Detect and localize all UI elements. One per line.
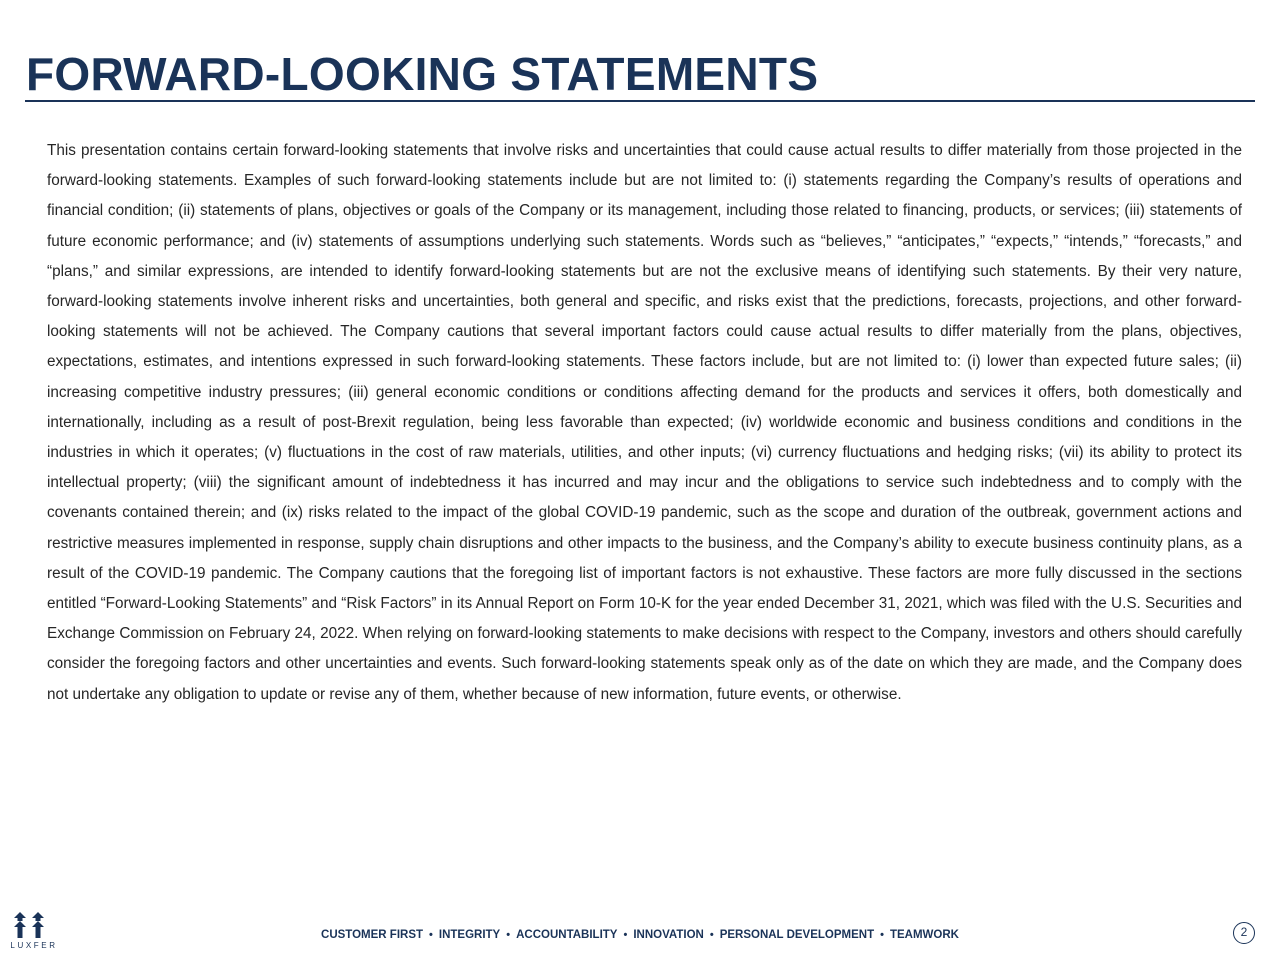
title-underline <box>25 100 1255 102</box>
bullet-separator: • <box>709 929 714 941</box>
value-teamwork: TEAMWORK <box>889 929 959 941</box>
bullet-separator: • <box>506 929 511 941</box>
value-innovation: INNOVATION <box>633 929 704 941</box>
value-customer-first: CUSTOMER FIRST <box>321 929 424 941</box>
page-number-badge: 2 <box>1233 922 1255 944</box>
forward-looking-statement-text: This presentation contains certain forward-looking statements that involve risks and uncertainties that could cause actual results to differ materially from those projected in the forward-looking statements. Examples of such forward-looking statements include but are not limited to: (i) statements regarding the Company’s results of operations and financial condition; (ii) statements of plans, objectives or goals of the Company or its management, including those related to financing, products, or services; (iii) statements of future economic performance; and (iv) statements of assumptions underlying such statements. Words such as “believes,” “anticipates,” “expects,” “intends,” “forecasts,” and “plans,” and similar expressions, are intended to identify forward-looking statements but are not the exclusive means of identifying such statements. By their very nature, forward-looking statements involve inherent risks and uncertainties, both general and specific, and risks exist that the predictions, forecasts, projections, and other forward-looking statements will not be achieved. The Company cautions that several important factors could cause actual results to differ materially from the plans, objectives, expectations, estimates, and intentions expressed in such forward-looking statements. These factors include, but are not limited to: (i) lower than expected future sales; (ii) increasing competitive industry pressures; (iii) general economic conditions or conditions affecting demand for the products and services it offers, both domestically and internationally, including as a result of post-Brexit regulation, being less favorable than expected; (iv) worldwide economic and business conditions and conditions in the industries in which it operates; (v) fluctuations in the cost of raw materials, utilities, and other inputs; (vi) currency fluctuations and hedging risks; (vii) its ability to protect its intellectual property; (viii) the significant amount of indebtedness it has incurred and may incur and the obligations to service such indebtedness and to comply with the covenants contained therein; and (ix) risks related to the impact of the global COVID-19 pandemic, such as the scope and duration of the outbreak, government actions and restrictive measures implemented in response, supply chain disruptions and other impacts to the business, and the Company’s ability to execute business continuity plans, as a result of the COVID-19 pandemic. The Company cautions that the foregoing list of important factors is not exhaustive. These factors are more fully discussed in the sections entitled “Forward-Looking Statements” and “Risk Factors” in its Annual Report on Form 10-K for the year ended December 31, 2021, which was filed with the U.S. Securities and Exchange Commission on February 24, 2022. When relying on forward-looking statements to make decisions with respect to the Company, investors and others should carefully consider the foregoing factors and other uncertainties and events. Such forward-looking statements speak only as of the date on which they are made, and the Company does not undertake any obligation to update or revise any of them, whether because of new information, future events, or otherwise. <box>47 142 1242 703</box>
company-values-footer <box>0 926 1280 944</box>
slide-title: FORWARD-LOOKING STATEMENTS <box>26 48 819 100</box>
value-personal-development: PERSONAL DEVELOPMENT <box>719 929 875 941</box>
bullet-separator: • <box>429 929 433 941</box>
bullet-separator: • <box>880 929 884 941</box>
value-integrity: INTEGRITY <box>438 929 501 941</box>
bullet-separator: • <box>623 929 628 941</box>
luxfer-logo-wordmark: LUXFER <box>10 941 58 950</box>
value-accountability: ACCOUNTABILITY <box>516 929 618 941</box>
